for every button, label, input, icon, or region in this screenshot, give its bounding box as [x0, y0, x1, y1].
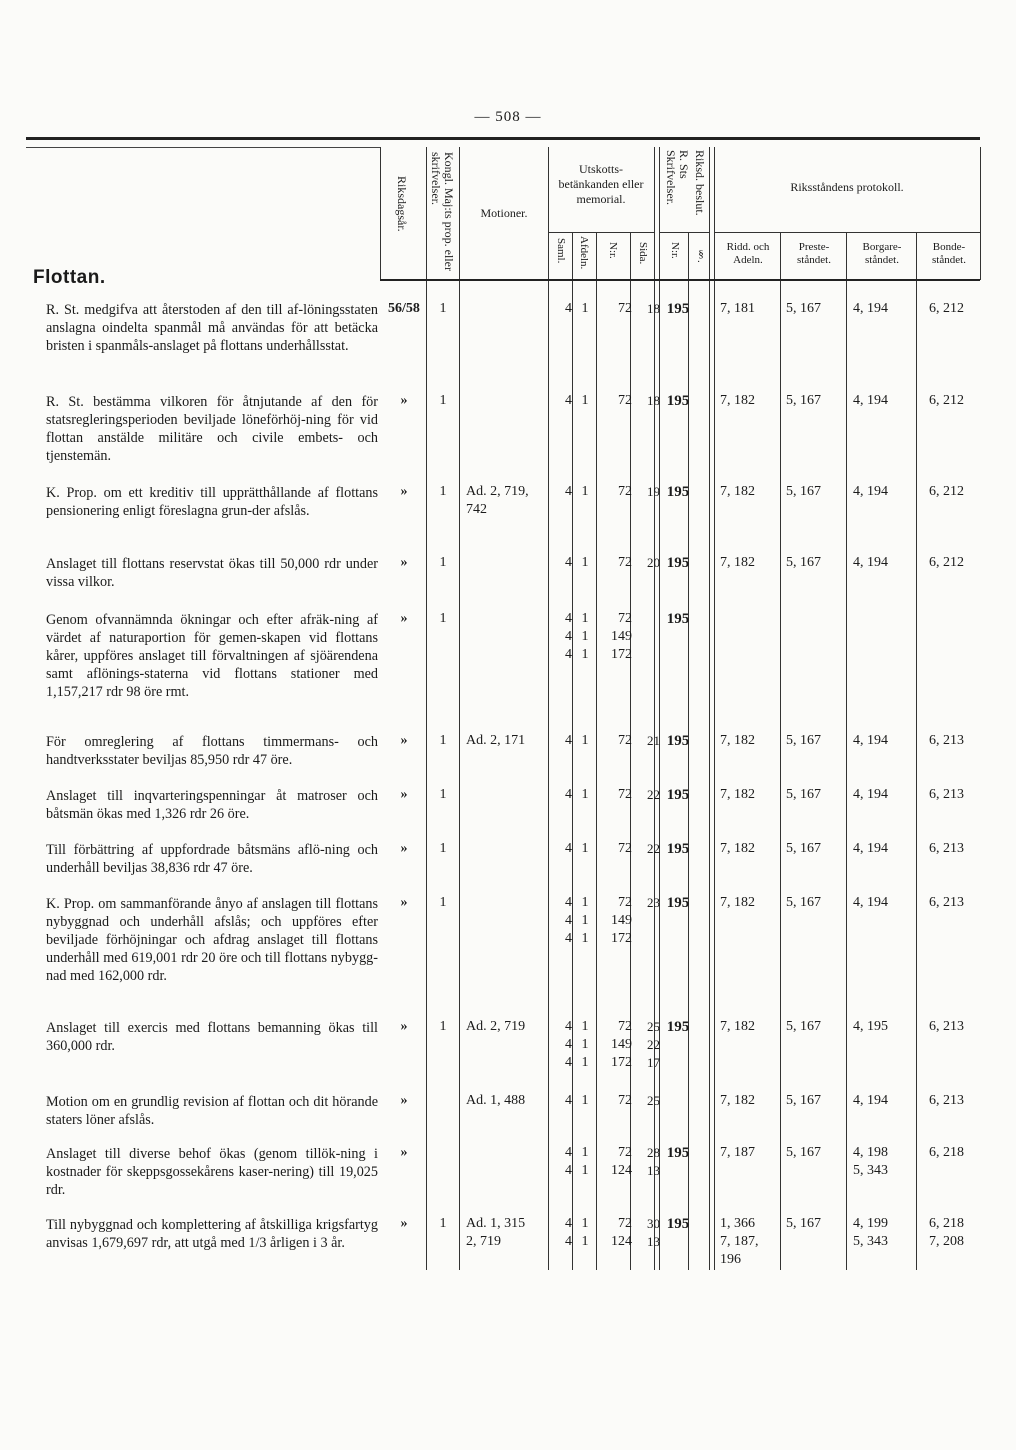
col-divider [572, 233, 573, 1270]
header-preste: Preste-ståndet. [797, 241, 831, 266]
header-afdeln: Afdeln. [578, 236, 590, 270]
subheader-rule [548, 232, 654, 233]
cell-sida: 21 [647, 733, 660, 748]
cell-bonde: 6, 218 [929, 1145, 964, 1160]
cell-borgare: 4, 195 [853, 1019, 888, 1034]
cell-sida: 25 [647, 1093, 660, 1108]
cell-prop-count: 1 [439, 733, 447, 748]
cell-borgare: 4, 199 5, 343 [853, 1216, 888, 1249]
top-rule-thin [26, 147, 380, 148]
cell-motion-ref: Ad. 1, 315 2, 719 [466, 1216, 526, 1249]
cell-year: » [400, 1145, 408, 1160]
row-text: Till förbättring af uppfordrade båtsmäns aflö-ning och underhåll beviljas 38,836 rdr 47 öre. [46, 842, 378, 876]
cell-motion-ref: Ad. 1, 488 [466, 1093, 526, 1108]
col-divider [426, 147, 427, 1270]
cell-afdeln: 1 [581, 841, 589, 856]
cell-rsts-nr: 195 [666, 301, 690, 317]
row-text: För omreglering af flottans timmermans- och handtverksstater beviljas 85,950 rdr 47 öre. [46, 734, 378, 768]
cell-bonde: 6, 213 [929, 1019, 964, 1034]
cell-rsts-nr: 195 [666, 555, 690, 571]
cell-bonde: 6, 213 [929, 895, 964, 910]
cell-nr: 72 149 172 [611, 1019, 632, 1070]
cell-nr: 72 124 [611, 1216, 632, 1249]
cell-preste: 5, 167 [786, 1145, 821, 1160]
cell-ridd-adeln: 7, 182 [720, 895, 755, 910]
cell-prop-count: 1 [439, 1019, 447, 1034]
cell-prop-count: 1 [439, 787, 447, 802]
cell-rsts-nr: 195 [666, 611, 690, 627]
row-text: K. Prop. om ett kreditiv till upprätthållande af flottans pensionering enligt föreslagna grun-der afslås. [46, 485, 378, 519]
cell-year: » [400, 1019, 408, 1034]
cell-prop-count: 1 [439, 1216, 447, 1231]
cell-sida: 18 [647, 301, 660, 316]
cell-afdeln: 1 1 1 [581, 895, 589, 946]
cell-ridd-adeln: 7, 182 [720, 1019, 755, 1034]
cell-borgare: 4, 194 [853, 841, 888, 856]
cell-year: » [400, 787, 408, 802]
cell-prop-count: 1 [439, 484, 447, 499]
cell-saml: 4 [565, 1093, 572, 1108]
col-divider [980, 147, 981, 280]
cell-nr: 72 124 [611, 1145, 632, 1178]
cell-nr: 72 [618, 555, 632, 570]
col-divider [380, 147, 381, 280]
cell-preste: 5, 167 [786, 1216, 821, 1231]
cell-afdeln: 1 1 1 [581, 611, 589, 662]
cell-bonde: 6, 212 [929, 301, 964, 316]
cell-saml: 4 4 [565, 1216, 572, 1249]
row-text: Anslaget till exercis med flottans bemanning ökas till 360,000 rdr. [46, 1020, 378, 1054]
cell-saml: 4 [565, 787, 572, 802]
cell-prop-count: 1 [439, 895, 447, 910]
cell-rsts-nr: 195 [666, 1145, 690, 1161]
row-text: R. St. bestämma vilkoren för åtnjutande af den för statsregleringsperioden beviljade löneförhöj-ning för vid flottan anstälde militäre och civile embets- och tjenstemän. [46, 394, 378, 464]
cell-ridd-adeln: 1, 366 7, 187, 196 [720, 1216, 759, 1267]
cell-year: » [400, 555, 408, 570]
cell-saml: 4 [565, 841, 572, 856]
subheader-rule [714, 232, 980, 233]
cell-ridd-adeln: 7, 182 [720, 787, 755, 802]
cell-rsts-nr: 195 [666, 895, 690, 911]
cell-preste: 5, 167 [786, 1093, 821, 1108]
header-protokoll: Riksståndens protokoll. [790, 180, 904, 194]
row-text: R. St. medgifva att återstoden af den till af-löningsstaten anslagna oindelta spanmål må användas för att betäcka bristen i spanmåls-anslaget på flottans underhållsstat. [46, 302, 378, 354]
cell-prop-count: 1 [439, 555, 447, 570]
cell-rsts-nr: 195 [666, 1216, 690, 1232]
row-text: Anslaget till inqvarteringspenningar åt matroser och båtsmän ökas med 1,326 rdr 26 öre. [46, 788, 378, 822]
cell-ridd-adeln: 7, 182 [720, 733, 755, 748]
header-saml: Saml. [555, 238, 567, 264]
cell-rsts-nr: 195 [666, 733, 690, 749]
header-borgare: Borgare-ståndet. [862, 241, 902, 266]
header-riksdagsar: Riksdagsår. [395, 176, 409, 232]
subheader-rule [659, 232, 709, 233]
cell-afdeln: 1 [581, 1093, 589, 1108]
cell-nr: 72 [618, 1093, 632, 1108]
cell-prop-count: 1 [439, 393, 447, 408]
cell-motion-ref: Ad. 2, 719, 742 [466, 484, 529, 517]
cell-preste: 5, 167 [786, 787, 821, 802]
cell-preste: 5, 167 [786, 555, 821, 570]
cell-preste: 5, 167 [786, 841, 821, 856]
cell-year: » [400, 1093, 408, 1108]
cell-year: » [400, 895, 408, 910]
cell-year: » [400, 733, 408, 748]
header-bottom-rule [380, 279, 980, 281]
cell-rsts-nr: 195 [666, 393, 690, 409]
cell-afdeln: 1 [581, 301, 589, 316]
header-rsts-nr: N:r. [669, 242, 681, 259]
cell-ridd-adeln: 7, 182 [720, 484, 755, 499]
header-rsts: R. Sts Skrifvelser. [664, 150, 691, 205]
cell-borgare: 4, 194 [853, 393, 888, 408]
header-riksd-beslut: Riksd. beslut. [693, 150, 707, 216]
row-text: Anslaget till diverse behof ökas (genom tillök-ning i kostnader för skeppsgossekårens kaser-nering) till 19,025 rdr. [46, 1146, 378, 1198]
cell-preste: 5, 167 [786, 301, 821, 316]
row-text: Genom ofvannämnda ökningar och efter afräk-ning af värdet af naturaportion för gemen-skapen vid flottans kårer, uppföres anslaget till förvaltningen af sjöärendena samt aflönings-staterna vid flottans stationer med 1,157,217 rdr 98 öre rmt. [46, 612, 378, 700]
section-title: Flottan. [33, 267, 106, 288]
cell-rsts-nr: 195 [666, 1019, 690, 1035]
cell-sida: 19 [647, 484, 660, 499]
col-divider [780, 233, 781, 1270]
cell-bonde: 6, 213 [929, 1093, 964, 1108]
cell-sida: 18 [647, 393, 660, 408]
row-text: K. Prop. om sammanförande ånyo af anslagen till flottans nybyggnad och underhåll afslås; och uppföres efter beviljade förhöjningar och afdrag anslaget till flottans underhåll med 619,001 rdr 20 öre och till flottans nybygg-nad med 162,000 rdr. [46, 896, 378, 984]
cell-prop-count: 1 [439, 301, 447, 316]
cell-sida: 20 [647, 555, 660, 570]
cell-nr: 72 [618, 393, 632, 408]
cell-saml: 4 4 4 [565, 611, 572, 662]
cell-nr: 72 [618, 301, 632, 316]
cell-nr: 72 [618, 787, 632, 802]
cell-saml: 4 [565, 484, 572, 499]
cell-nr: 72 149 172 [611, 611, 632, 662]
cell-rsts-nr: 195 [666, 787, 690, 803]
header-sida: Sida. [637, 242, 649, 265]
cell-borgare: 4, 194 [853, 555, 888, 570]
cell-sida: 25 22 17 [647, 1019, 660, 1070]
cell-preste: 5, 167 [786, 1019, 821, 1034]
cell-borgare: 4, 194 [853, 787, 888, 802]
row-text: Motion om en grundlig revision af flottan och dit hörande staters löner afslås. [46, 1094, 378, 1128]
cell-ridd-adeln: 7, 181 [720, 301, 755, 316]
cell-borgare: 4, 194 [853, 1093, 888, 1108]
cell-nr: 72 [618, 484, 632, 499]
cell-sida: 30 13 [647, 1216, 660, 1249]
header-paragraf: §. [695, 248, 707, 263]
cell-saml: 4 4 [565, 1145, 572, 1178]
col-divider [459, 147, 460, 1270]
cell-afdeln: 1 1 [581, 1216, 589, 1249]
header-utskotts: Utskotts-betänkanden eller memorial. [558, 162, 644, 206]
cell-afdeln: 1 [581, 393, 589, 408]
cell-afdeln: 1 [581, 484, 589, 499]
cell-year: » [400, 611, 408, 626]
cell-afdeln: 1 [581, 555, 589, 570]
cell-year: » [400, 1216, 408, 1231]
col-divider [714, 147, 715, 1270]
col-divider [688, 233, 689, 1270]
cell-sida: 28 13 [647, 1145, 660, 1178]
cell-bonde: 6, 212 [929, 484, 964, 499]
cell-ridd-adeln: 7, 187 [720, 1145, 755, 1160]
cell-borgare: 4, 194 [853, 484, 888, 499]
cell-ridd-adeln: 7, 182 [720, 1093, 755, 1108]
col-divider [916, 233, 917, 1270]
cell-bonde: 6, 212 [929, 393, 964, 408]
header-ridd: Ridd. och Adeln. [726, 241, 770, 266]
cell-preste: 5, 167 [786, 393, 821, 408]
cell-year: » [400, 484, 408, 499]
cell-borgare: 4, 194 [853, 895, 888, 910]
cell-year: 56/58 [388, 301, 420, 316]
cell-saml: 4 [565, 301, 572, 316]
top-rule [26, 137, 980, 140]
header-nr: N:r. [607, 242, 619, 259]
cell-ridd-adeln: 7, 182 [720, 393, 755, 408]
header-bonde: Bonde-ståndet. [932, 241, 966, 266]
cell-saml: 4 [565, 555, 572, 570]
header-motioner: Motioner. [480, 206, 528, 220]
cell-afdeln: 1 [581, 787, 589, 802]
cell-nr: 72 [618, 841, 632, 856]
cell-afdeln: 1 1 [581, 1145, 589, 1178]
cell-afdeln: 1 [581, 733, 589, 748]
cell-preste: 5, 167 [786, 733, 821, 748]
cell-bonde: 6, 213 [929, 787, 964, 802]
page-number: — 508 — [474, 109, 542, 125]
header-kongl-prop: Kongl. Maj:ts prop. eller skrifvelser. [429, 152, 456, 271]
cell-nr: 72 [618, 733, 632, 748]
cell-bonde: 6, 218 7, 208 [929, 1216, 964, 1249]
cell-saml: 4 [565, 733, 572, 748]
col-divider [846, 233, 847, 1270]
cell-bonde: 6, 212 [929, 555, 964, 570]
cell-prop-count: 1 [439, 841, 447, 856]
row-text: Anslaget till flottans reservstat ökas till 50,000 rdr under vissa vilkor. [46, 556, 378, 590]
cell-motion-ref: Ad. 2, 719 [466, 1019, 526, 1034]
cell-motion-ref: Ad. 2, 171 [466, 733, 526, 748]
cell-afdeln: 1 1 1 [581, 1019, 589, 1070]
cell-borgare: 4, 194 [853, 733, 888, 748]
cell-saml: 4 4 4 [565, 1019, 572, 1070]
cell-bonde: 6, 213 [929, 733, 964, 748]
cell-saml: 4 [565, 393, 572, 408]
cell-ridd-adeln: 7, 182 [720, 841, 755, 856]
cell-year: » [400, 841, 408, 856]
cell-bonde: 6, 213 [929, 841, 964, 856]
cell-rsts-nr: 195 [666, 841, 690, 857]
cell-sida: 22 [647, 787, 660, 802]
row-text: Till nybyggnad och komplettering af åtskilliga krigsfartyg anvisas 1,679,697 rdr, att utgå med 1/3 årligen i 3 år. [46, 1217, 378, 1251]
cell-sida: 23 [647, 895, 660, 910]
cell-saml: 4 4 4 [565, 895, 572, 946]
cell-borgare: 4, 194 [853, 301, 888, 316]
cell-preste: 5, 167 [786, 895, 821, 910]
cell-nr: 72 149 172 [611, 895, 632, 946]
cell-prop-count: 1 [439, 611, 447, 626]
cell-rsts-nr: 195 [666, 484, 690, 500]
cell-preste: 5, 167 [786, 484, 821, 499]
cell-ridd-adeln: 7, 182 [720, 555, 755, 570]
col-divider [596, 233, 597, 1270]
cell-sida: 22 [647, 841, 660, 856]
col-divider [709, 147, 710, 1270]
col-divider [630, 233, 631, 1270]
cell-borgare: 4, 198 5, 343 [853, 1145, 888, 1178]
cell-year: » [400, 393, 408, 408]
